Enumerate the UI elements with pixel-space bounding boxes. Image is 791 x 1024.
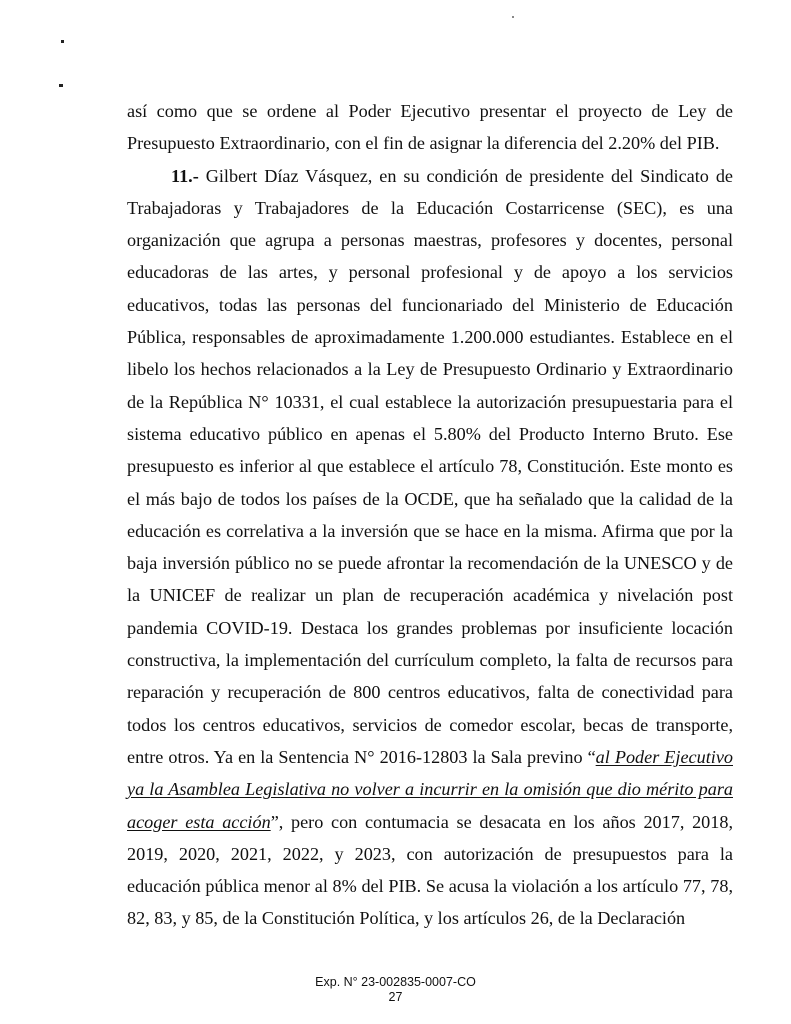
page-number: 27: [388, 990, 403, 1004]
scan-speck: [59, 84, 63, 87]
paragraph-text: Gilbert Díaz Vásquez, en su condición de presidente del Sindicato de Trabajadoras y Trabajadores de la Educación Costarricense (SEC), es una organización que agrupa a personas maestras, profesores y docentes, personal educadoras de las artes, y personal profesional y de apoyo a los servicios educativos, todas las personas del funcionariado del Ministerio de Educación Pública, responsables de aproximadamente 1.200.000 estudiantes. Establece en el libelo los hechos relacionados a la Ley de Presupuesto Ordinario y Extraordinario de la República N° 10331, el cual establece la autorización presupuestaria para el sistema educativo público en apenas el 5.80% del Producto Interno Bruto. Ese presupuesto es inferior al que establece el artículo 78, Constitución. Este monto es el más bajo de todos los países de la OCDE, que ha señalado que la calidad de la educación es correlativa a la inversión que se hace en la misma. Afirma que por la baja inversión público no se puede afrontar la recomendación de la UNESCO y de la UNICEF de realizar un plan de recuperación académica y nivelación post pandemia COVID-19. Destaca los grandes problemas por insuficiente locación constructiva, la implementación del currículum completo, la falta de recursos para reparación y recuperación de 800 centros educativos, falta de conectividad para todos los centros educativos, servicios de comedor escolar, becas de transporte, entre otros. Ya en la Sentencia N° 2016-12803 la Sala previno “: [127, 165, 733, 767]
file-number: Exp. N° 23-002835-0007-CO: [315, 975, 476, 989]
paragraph-text: ”, pero con contumacia se desacata en los años 2017, 2018, 2019, 2020, 2021, 2022, y 2023, con autorización de presupuestos para la educación pública menor al 8% del PIB. Se acusa la violación a los artículo 77, 78, 82, 83, y 85, de la Constitución Política, y los artículos 26, de la Declaración: [127, 811, 733, 929]
quoted-text: al Poder Ejecutivo ya la Asamblea Legislativa no volver a incurrir en la omisión que dio mérito para acoger esta acción: [127, 746, 733, 832]
paragraph-continuation: [127, 95, 733, 160]
paragraph-text: así como que se ordene al Poder Ejecutivo presentar el proyecto de Ley de Presupuesto Extraordinario, con el fin de asignar la diferencia del 2.20% del PIB.: [127, 101, 733, 154]
scan-speck: [512, 16, 514, 18]
item-number: 11.-: [171, 165, 199, 186]
scan-speck: [61, 40, 64, 43]
paragraph-item-11: [127, 160, 733, 935]
document-body: [127, 95, 733, 935]
page-footer: [0, 975, 791, 1005]
